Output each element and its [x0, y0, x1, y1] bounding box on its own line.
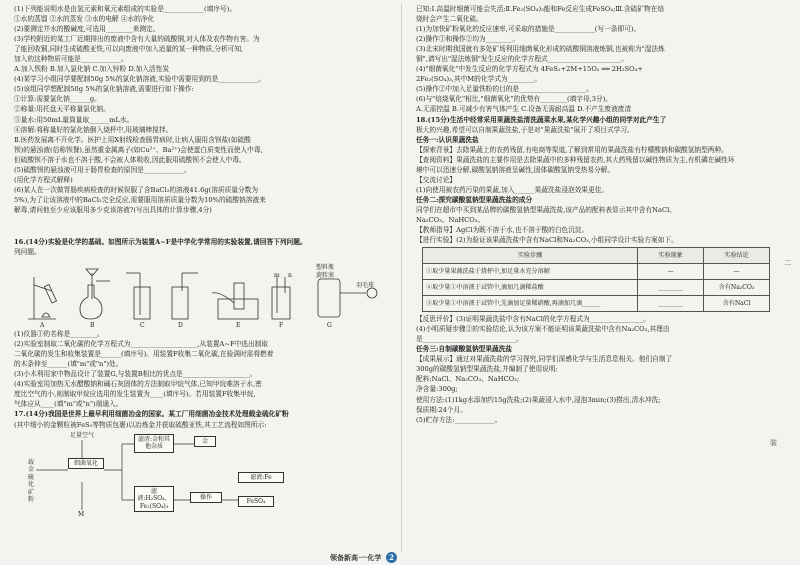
- text-line: ③量水:用50mL量筒量取______mL水。: [14, 115, 134, 124]
- table-header-row: [423, 248, 770, 264]
- filtrate-fe-box: 滤液:Fe: [238, 472, 284, 484]
- text-line: 【反思评价】(3)证明果蔬洗盐中含有NaCl的化学方程式为________________。: [416, 315, 650, 324]
- text-line: A.加入铁粉 B.加入氯化钠 C.加入锌粉 D.加入活性炭: [14, 65, 169, 74]
- text-line: 二氧化碳的发生和收集装置是______(填序号)。用装置F收集二氧化碳,在验满时需将燃着: [14, 350, 274, 359]
- table-header: 实验现象: [638, 248, 704, 264]
- table-header: 实验步骤: [423, 248, 638, 264]
- page-number: 2: [386, 552, 397, 563]
- ore-label: 载金硫化矿粉: [27, 458, 34, 504]
- text-line: (3)北宋时期我国就有多处矿场利用细菌氧化形成的硫酸铜溶液炼铜,也被称为"湿法炼: [416, 45, 665, 54]
- text-line: 5%),为了让该溶液中的BaCl₂完全反应,需要服用溶质质量分数为10%的硫酸钠溶液来: [14, 195, 266, 204]
- column-divider: [401, 4, 402, 552]
- text-line: 使用方法:(1)1kg水添加约15g洗盐;(2)果蔬浸入水中,浸泡3min;(3)捞出,清水冲洗;: [416, 395, 661, 404]
- text-line: 但硫酸钡不溶于水也不溶于酸,不会被人体吸收,因此服用硫酸钡不会使人中毒。: [14, 155, 246, 164]
- text-line: ②称量:用托盘天平称量氯化钠。: [14, 105, 110, 114]
- table-row: [423, 280, 770, 296]
- gold-box: 金: [194, 436, 216, 448]
- side-mark: 装: [770, 439, 777, 447]
- question-16-block: [14, 329, 390, 409]
- apparatus-drawing: [22, 259, 390, 329]
- left-column: [14, 4, 390, 526]
- text-line: (其中细小的金颗粒被FeS₂等物质包裹)以冶炼金并获取硫酸亚铁,其工艺流程如图所示:: [14, 420, 267, 429]
- question-18-block: [416, 115, 778, 246]
- text-line: 任务一:认识果蔬洗盐: [416, 135, 479, 144]
- table-cell: 含有Na₂CO₃: [704, 280, 770, 296]
- text-line: 烧时会产生二氧化硫。: [416, 15, 483, 24]
- question-16-title-cont: 列问题。: [14, 248, 41, 257]
- text-line: 解毒,请问他至少应该服用多少克该溶液?(写出具体的计算步骤,4分): [14, 205, 212, 214]
- text-line: (3)学校附近的某工厂近期排出的废液中含有大量的硫酸铜,对人体及农作物有害。为: [14, 35, 260, 44]
- text-line: 铜",请写出"湿法炼铜"发生反应的化学方程式______________________。: [416, 55, 628, 64]
- fig-label-e: E: [236, 322, 241, 330]
- text-line: (5)操作②中加入足量铁粉的目的是____________________。: [416, 85, 593, 94]
- fig-label-f: F: [279, 322, 284, 330]
- m-label: M: [78, 510, 85, 518]
- text-line: 度比空气的小,则制取甲烷应选用的发生装置为____(填序号)。若用装置F收集甲烷,: [14, 390, 256, 399]
- text-line: 已知:Ⅰ.高温时细菌可能会失活;Ⅱ.Fe₂(SO₄)₃能和Fe反应生成FeSO₄;Ⅲ.含硫矿物在焙: [416, 5, 665, 13]
- bacteria-box: 细菌氧化: [68, 458, 104, 470]
- text-line: 2Fe₂(SO₄)₃,其中M的化学式为________。: [416, 75, 542, 84]
- operation-box: 操作: [190, 492, 222, 504]
- label-m: m: [274, 272, 280, 280]
- table-cell: ③取少量①中溶液于试管中,先滴加足量稀硝酸,再滴加几滴______: [423, 296, 638, 312]
- text-line: 净含量:300g;: [416, 385, 458, 394]
- text-line: 300g的碳酸氢钠型果蔬洗盐,并编制了使用说明:: [416, 365, 558, 374]
- process-flowchart: [24, 430, 390, 526]
- text-line: Ⅱ.医药发展离不开化学。医护上用X射线检查肠胃病时,让病人服用含钡盐(如硫酸: [14, 135, 251, 144]
- text-line: 【交流讨论】: [416, 175, 457, 184]
- question-15-block: [14, 4, 390, 215]
- note-plastic-bottle: 塑料瓶: [316, 264, 335, 272]
- text-line: (用化学方程式解释): [14, 175, 73, 184]
- text-line: (1)仪器①的名称是________。: [14, 330, 104, 339]
- text-line: (5)贮存方法:____________。: [416, 415, 502, 424]
- text-line: (3)小木利用家中物品设计了装置G,与装置B相比的优点是____________________。: [14, 370, 257, 379]
- text-line: 【探索背景】去除果蔬上的农药残留,有电商等渠道,了解到常用的果蔬洗盐有柠檬酸钠和碳酸氢钠型两种。: [416, 145, 728, 154]
- text-line: (5)该组同学想配制50g 5%的氯化钠溶液,需要进行如下操作:: [14, 85, 194, 94]
- table-cell: 含有NaCl: [704, 296, 770, 312]
- text-line: (4)某学习小组同学要配制50g 5%的氯化钠溶液,实验中需要用到的是____________。: [14, 75, 266, 84]
- apparatus-figure: [22, 259, 390, 329]
- table-header: 实验结论: [704, 248, 770, 264]
- filtrate-box: 滤液:H₂SO₄、Fe₂(SO₄)₃: [134, 486, 174, 513]
- table-row: [423, 264, 770, 280]
- table-cell: —: [638, 264, 704, 280]
- text-line: 境中可以迅速分解,碳酸氢钠溶液呈碱性,固体碳酸氢钠受热易分解。: [416, 165, 615, 174]
- text-line: 同学们在超市中买到某品牌的碳酸氢钠型果蔬洗盐,该产品的配料表显示其中含有NaCl、: [416, 205, 676, 214]
- text-line: A.无需控温 B.可减少有害气体产生 C.设备无需耐高温 D.不产生废液废渣: [416, 105, 632, 114]
- text-line: (2)要测定井水的酸碱度,可选用________来测定。: [14, 25, 160, 34]
- text-line: 配料:NaCl、Na₂CO₃、NaHCO₃;: [416, 375, 520, 384]
- table-cell: ________: [638, 280, 704, 296]
- text-line: ①计算:需要氯化钠______g。: [14, 95, 101, 104]
- text-line: (1)为加快矿粉氧化的反应速率,可采取的措施是____________(写一条即可)。: [416, 25, 641, 34]
- table-cell: —: [704, 264, 770, 280]
- text-line: 保质期:24个月。: [416, 405, 467, 414]
- table-row: [423, 296, 770, 312]
- right-column: [416, 4, 778, 425]
- text-line: Na₂CO₃、NaHCO₃。: [416, 215, 485, 224]
- text-line: 任务三:自制碳酸氢钠型果蔬洗盐: [416, 345, 513, 354]
- spacer: [14, 215, 390, 237]
- fig-label-g: G: [327, 322, 332, 330]
- table-cell: ________: [638, 296, 704, 312]
- footer-title: 领备新高一·化学: [330, 553, 382, 562]
- question-18-continued: [416, 314, 778, 425]
- text-line: 是____________________________。: [416, 335, 523, 344]
- fig-label-a: A: [40, 322, 45, 330]
- text-line: 的木条伸至______(填"m"或"n")处。: [14, 360, 123, 369]
- text-line: 任务二:探究碳酸氢钠型果蔬洗盐的成分: [416, 195, 533, 204]
- question-17-continued: [416, 4, 778, 115]
- text-line: 【查阅资料】果蔬洗盐的主要作用是去除果蔬中的多种残留农药,其大药残留以碱性物质为主,有机磷在碱性环: [416, 155, 735, 164]
- question-16-title: 16.(14分)实验是化学的基础。如图所示为装置A~F是中学化学常用的实验装置,请回答下列问题。: [14, 237, 307, 246]
- fig-label-d: D: [178, 322, 183, 330]
- text-line: 【进行实验】(2)为验证该果蔬洗盐中含有NaCl和Na₂CO₃,小组同学设计实验方案如下。: [416, 236, 678, 245]
- text-line: (2)操作①和操作②均为________。: [416, 35, 520, 44]
- experiment-table: [422, 247, 770, 312]
- text-line: 气体应从____(填"m"或"n")端通入。: [14, 400, 123, 409]
- question-17-intro: [14, 409, 390, 429]
- text-line: 17.(14分)我国是世界上最早利用细菌冶金的国家。某工厂用细菌冶金技术处理载金硫化矿粉: [14, 410, 289, 419]
- label-n: n: [288, 272, 292, 280]
- text-line: (4)"细菌氧化"中发生反应的化学方程式为 4FeS₂+2M+15O₂ ══ 2H₂SO₄+: [416, 65, 643, 74]
- text-line: 【教师指导】AgCl为既不溶于水,也不溶于酸的白色沉淀。: [416, 226, 589, 235]
- text-line: (6)与"焙烧氧化"相比,"细菌氧化"的优势有________(填字母,3分)。: [416, 95, 612, 104]
- filter-residue-box: 滤渣:金和其他杂质: [134, 434, 174, 453]
- text-line: (4)实验室用加热无水醋酸钠和碱石灰固体的方法制取甲烷气体,已知甲烷难溶于水,密: [14, 380, 262, 389]
- table-cell: ②取少量①中溶液于试管中,滴加几滴稀盐酸: [423, 280, 638, 296]
- text-line: (1)下列能说明水是由氢元素和氧元素组成的实验是____________(填序号)。: [14, 5, 237, 13]
- table-cell: ①取少量果蔬洗盐于烧杯中,加足量水充分溶解: [423, 264, 638, 280]
- page-footer: [330, 552, 397, 563]
- text-line: 加入的这种物质可能是____________。: [14, 55, 128, 64]
- text-line: (2)实验室制取二氧化碳的化学方程式为____________________,从装置A~F中选出制取: [14, 340, 269, 349]
- text-line: (5)硫酸钡的悬浊液可用于肠胃检查的原因是____________。: [14, 165, 191, 174]
- text-line: 极大的兴趣,希望可以自制果蔬洗盐,于是对"果蔬洗盐"展开了项目式学习。: [416, 125, 634, 134]
- text-line: (6)某人在一次做胃肠疾病检查的时候误服了含BaCl₂的溶液41.6g(溶质质量分数为: [14, 185, 259, 194]
- fig-label-b: B: [90, 322, 95, 330]
- text-line: 18.(15分)生活中经常采用果蔬洗盐清洗蔬菜水果,某化学兴趣小组的同学对此产生了: [416, 115, 667, 124]
- side-mark: 二: [784, 259, 791, 267]
- product-box: FeSO₄: [238, 496, 274, 508]
- text-line: ④溶解:将称量好的氯化钠倒入烧杯中,用玻璃棒搅拌。: [14, 125, 173, 134]
- text-line: (1)向使用被农药污染的果蔬,加入______果蔬洗盐浸泡效果更佳。: [416, 185, 609, 194]
- text-line: (4)小明质疑步骤②的实验结论,认为该方案不能证明该果蔬洗盐中含有Na₂CO₃,其理由: [416, 325, 670, 334]
- text-line: ①水的蒸馏 ②水的蒸发 ③水的电解 ④水的净化: [14, 15, 155, 24]
- text-line: 【成果展示】通过对果蔬洗盐的学习探究,同学们深感化学与生活息息相关。他们自制了: [416, 355, 673, 364]
- note-feather: 羽毛球: [356, 282, 375, 290]
- note-rotate-plug: 旋转塞: [316, 272, 335, 280]
- text-line: 了能回收铜,同时生成硫酸亚铁,可以向废液中加入适量的某一种物质,分析可知,: [14, 45, 244, 54]
- text-line: 钡)的悬浊液(俗称钡餐),虽然重金属离子(如Cu²⁺、Ba²⁺)会使蛋白质变性而使人中毒,: [14, 145, 263, 154]
- fig-label-c: C: [140, 322, 145, 330]
- air-label: 足量空气: [70, 431, 95, 439]
